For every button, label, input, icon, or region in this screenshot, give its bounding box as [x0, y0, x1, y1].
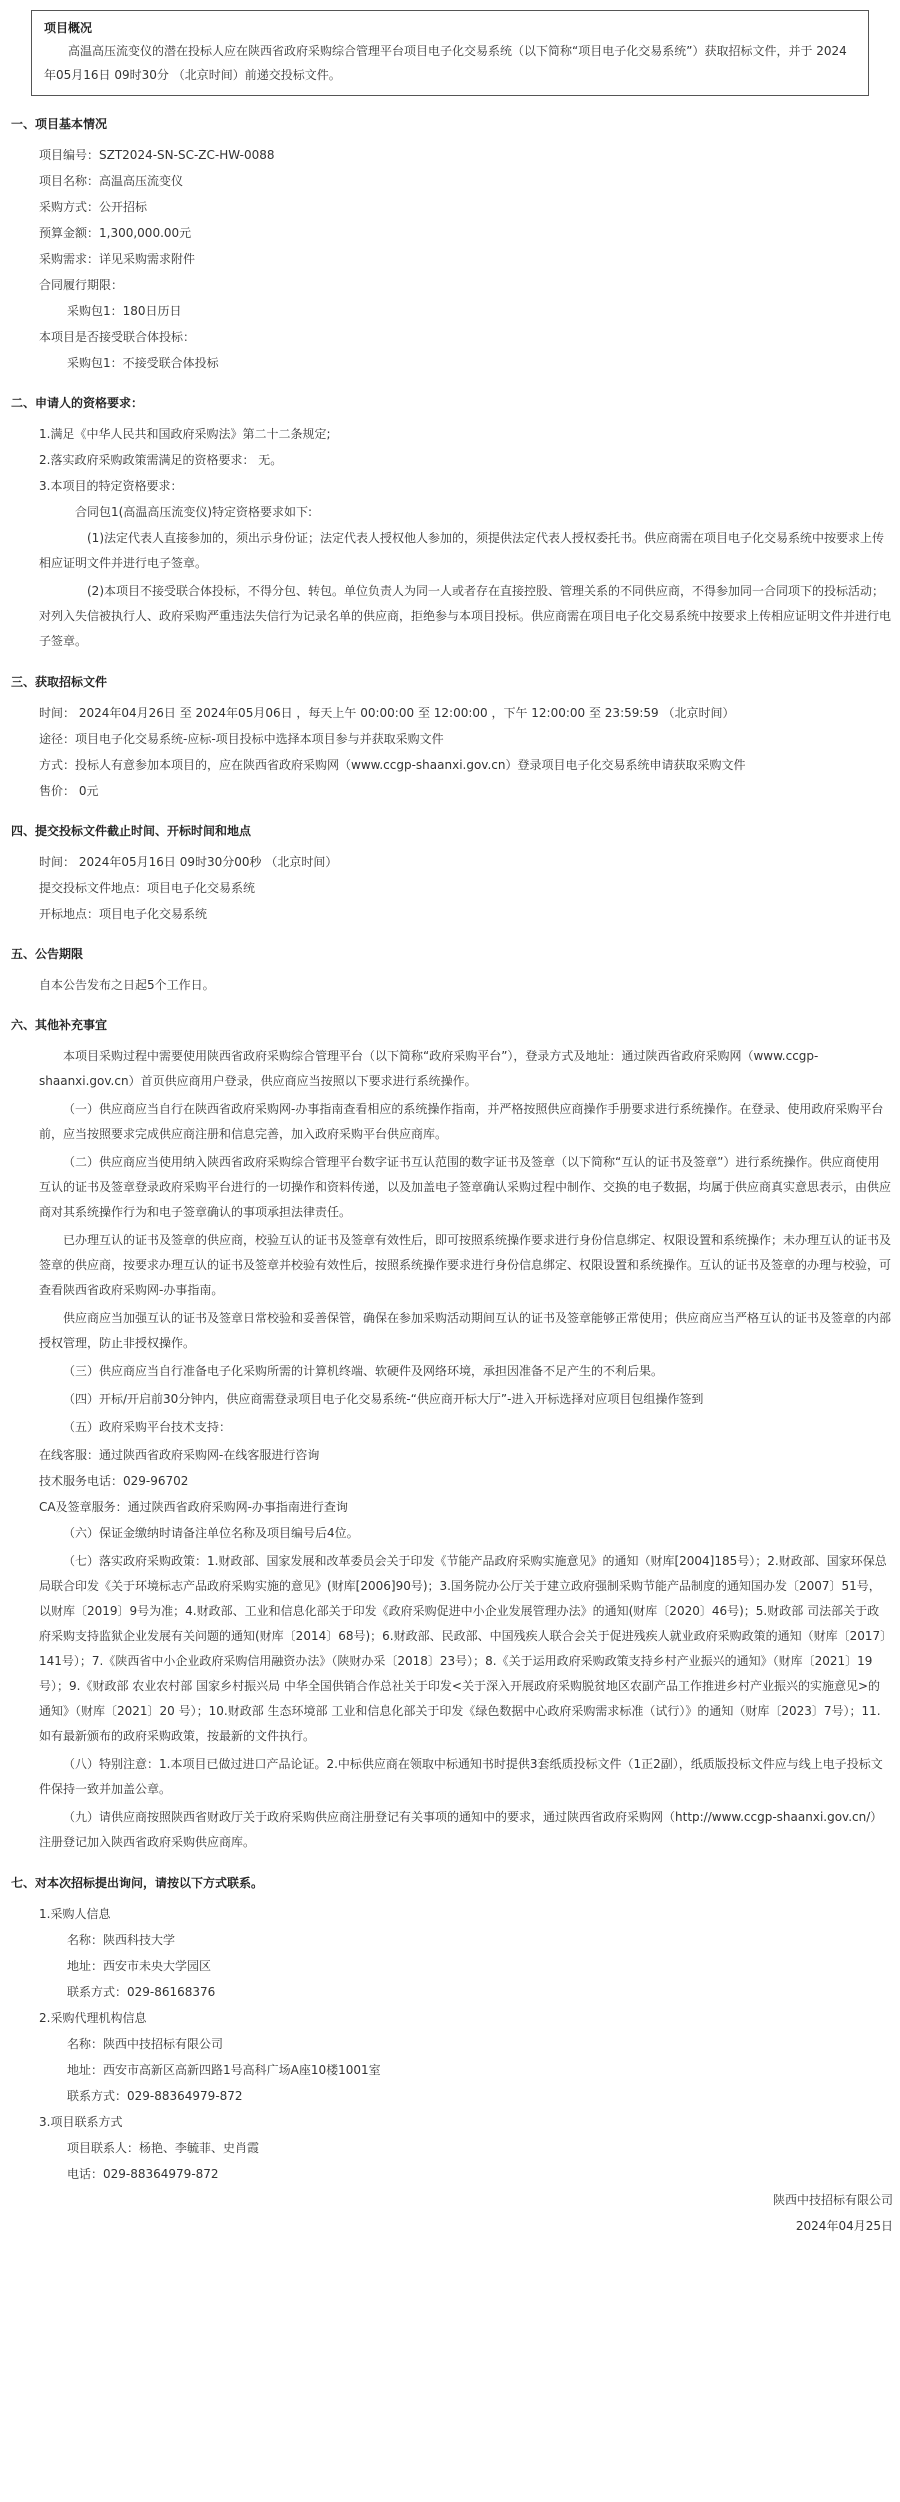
project-number: 项目编号：SZT2024-SN-SC-ZC-HW-0088	[39, 148, 275, 162]
obtain-time: 时间： 2024年04月26日 至 2024年05月06日 ，每天上午 00:00:00 至 12:00:00 ，下午 12:00:00 至 23:59:59 （北京时间）	[39, 706, 735, 720]
obtain-method: 方式：投标人有意参加本项目的，应在陕西省政府采购网（www.ccgp-shaanxi.gov.cn）登录项目电子化交易系统申请获取采购文件	[39, 758, 746, 772]
purchaser-phone: 联系方式：029-86168376	[67, 1985, 216, 1999]
deadline-time: 时间： 2024年05月16日 09时30分00秒 （北京时间）	[39, 855, 338, 869]
support-phone: 技术服务电话：029-96702	[39, 1474, 189, 1488]
project-name: 项目名称：高温高压流变仪	[39, 174, 184, 188]
support-ca: CA及签章服务：通过陕西省政府采购网-办事指南进行查询	[39, 1500, 348, 1514]
other-paragraph: （六）保证金缴纳时请备注单位名称及项目编号后4位。	[63, 1526, 359, 1540]
obtain-price: 售价： 0元	[39, 784, 99, 798]
other-paragraph: （九）请供应商按照陕西省财政厅关于政府采购供应商注册登记有关事项的通知中的要求，通过陕西省政府采购网（http://www.ccgp-shaanxi.gov.cn/）注册登记加入陕西省政府采购供应商库。	[39, 1810, 883, 1849]
other-paragraph: （一）供应商应当自行在陕西省政府采购网-办事指南查看相应的系统操作指南，并严格按照供应商操作手册要求进行系统操作。在登录、使用政府采购平台前，应当按照要求完成供应商注册和信息完善，加入政府采购平台供应商库。	[39, 1102, 884, 1141]
qualification-paragraph: (2)本项目不接受联合体投标，不得分包、转包。单位负责人为同一人或者存在直接控股、管理关系的不同供应商，不得参加同一合同项下的投标活动；对列入失信被执行人、政府采购严重违法失信行为记录名单的供应商，拒绝参与本项目投标。供应商需在项目电子化交易系统中按要求上传相应证明文件并进行电子签章。	[39, 584, 892, 648]
agency-address: 地址：西安市高新区高新四路1号高科广场A座10楼1001室	[67, 2063, 381, 2077]
purchaser-address: 地址：西安市未央大学园区	[67, 1959, 212, 1973]
signature-block	[9, 2188, 893, 2238]
other-paragraph: （四）开标/开启前30分钟内，供应商需登录项目电子化交易系统-“供应商开标大厅”-进入开标选择对应项目包组操作签到	[63, 1392, 704, 1406]
qualification-item: 合同包1(高温高压流变仪)特定资格要求如下:	[75, 505, 313, 519]
consortium-label: 本项目是否接受联合体投标：	[39, 330, 196, 344]
section-notice-period	[9, 943, 891, 997]
other-paragraph: 已办理互认的证书及签章的供应商，校验互认的证书及签章有效性后，即可按照系统操作要求进行身份信息绑定、权限设置和系统操作；未办理互认的证书及签章的供应商，按要求办理互认的证书及签章并校验有效性后，按照系统操作要求进行身份信息绑定、权限设置和系统操作。互认的证书及签章的办理与校验，可查看陕西省政府采购网-办事指南。	[39, 1233, 892, 1297]
contact-persons: 项目联系人：杨艳、李毓菲、史肖霞	[67, 2141, 260, 2155]
contract-period-value: 采购包1：180日历日	[67, 304, 182, 318]
section-deadline	[9, 820, 891, 926]
other-paragraph: （五）政府采购平台技术支持：	[63, 1420, 232, 1434]
other-paragraph: 本项目采购过程中需要使用陕西省政府采购综合管理平台（以下简称“政府采购平台”），登录方式及地址：通过陕西省政府采购网（www.ccgp-shaanxi.gov.cn）首页供应商用户登录，供应商应当按照以下要求进行系统操作。	[39, 1049, 819, 1088]
other-paragraph: （八）特别注意：1.本项目已做过进口产品论证。2.中标供应商在领取中标通知书时提供3套纸质投标文件（1正2副），纸质版投标文件应与线上电子投标文件保持一致并加盖公章。	[39, 1757, 883, 1796]
section-contact	[9, 1872, 891, 2186]
other-paragraph: 供应商应当加强互认的证书及签章日常校验和妥善保管，确保在参加采购活动期间互认的证书及签章能够正常使用；供应商应当严格互认的证书及签章的内部授权管理，防止非授权操作。	[39, 1311, 892, 1350]
section-heading: 七、对本次招标提出询问，请按以下方式联系。	[11, 1876, 264, 1890]
signature-org: 陕西中技招标有限公司	[772, 2193, 893, 2207]
section-heading: 四、提交投标文件截止时间、开标时间和地点	[11, 824, 252, 838]
qualification-item: 1.满足《中华人民共和国政府采购法》第二十二条规定;	[39, 427, 331, 441]
other-paragraph: （七）落实政府采购政策：1.财政部、国家发展和改革委员会关于印发《节能产品政府采购实施意见》的通知（财库[2004]185号）；2.财政部、国家环保总局联合印发《关于环境标志产品政府采购实施的意见》(财库[2006]90号)；3.国务院办公厅关于建立政府强制采购节能产品制度的通知国办发〔2007〕51号，以财库〔2019〕9号为准；4.财政部、工业和信息化部关于印发《政府采购促进中小企业发展管理办法》的通知(财库〔2020〕46号)；5.财政部 司法部关于政府采购支持监狱企业发展有关问题的通知(财库〔2014〕68号)；6.财政部、民政部、中国残疾人联合会关于促进残疾人就业政府采购政策的通知（财库〔2017〕141号）；7.《陕西省中小企业政府采购信用融资办法》（陕财办采〔2018〕23号）；8.《关于运用政府采购政策支持乡村产业振兴的通知》（财库〔2021〕19号）；9.《财政部 农业农村部 国家乡村振兴局 中华全国供销合作总社关于印发<关于深入开展政府采购脱贫地区农副产品工作推进乡村产业振兴的实施意见>的通知》（财库〔2021〕20 号）；10.财政部 生态环境部 工业和信息化部关于印发《绿色数据中心政府采购需求标准（试行）》的通知（财库〔2023〕7号）；11.如有最新颁布的政府采购政策，按最新的文件执行。	[39, 1554, 887, 1743]
overview-box	[31, 10, 869, 96]
support-online: 在线客服：通过陕西省政府采购网-在线客服进行咨询	[39, 1448, 320, 1462]
contract-period-label: 合同履行期限：	[39, 278, 124, 292]
section-basic-info	[9, 113, 891, 375]
overview-title: 项目概况	[44, 21, 93, 35]
section-heading: 六、其他补充事宜	[11, 1018, 108, 1032]
section-heading: 五、公告期限	[11, 947, 84, 961]
agency-name: 名称：陕西中技招标有限公司	[67, 2037, 224, 2051]
section-heading: 二、申请人的资格要求：	[11, 396, 144, 410]
section-obtain-documents	[9, 671, 891, 803]
section-qualification	[9, 392, 891, 654]
qualification-paragraph: (1)法定代表人直接参加的，须出示身份证；法定代表人授权他人参加的，须提供法定代表人授权委托书。供应商需在项目电子化交易系统中按要求上传相应证明文件并进行电子签章。	[39, 531, 885, 570]
purchaser-title: 1.采购人信息	[39, 1907, 111, 1921]
other-paragraph: （二）供应商应当使用纳入陕西省政府采购综合管理平台数字证书互认范围的数字证书及签章（以下简称“互认的证书及签章”）进行系统操作。供应商使用互认的证书及签章登录政府采购平台进行的一切操作和资料传递，以及加盖电子签章确认采购过程中制作、交换的电子数据，均属于供应商真实意思表示，由供应商对其系统操作行为和电子签章确认的事项承担法律责任。	[39, 1155, 892, 1219]
submission-place: 提交投标文件地点：项目电子化交易系统	[39, 881, 256, 895]
consortium-value: 采购包1：不接受联合体投标	[67, 356, 219, 370]
obtain-channel: 途径：项目电子化交易系统-应标-项目投标中选择本项目参与并获取采购文件	[39, 732, 444, 746]
qualification-item: 3.本项目的特定资格要求：	[39, 479, 183, 493]
agency-phone: 联系方式：029-88364979-872	[67, 2089, 243, 2103]
procurement-requirement: 采购需求：详见采购需求附件	[39, 252, 196, 266]
overview-text: 高温高压流变仪的潜在投标人应在陕西省政府采购综合管理平台项目电子化交易系统（以下简称“项目电子化交易系统”）获取招标文件，并于 2024年05月16日 09时30分 （北京时间）前递交投标文件。	[44, 44, 847, 82]
section-heading: 三、获取招标文件	[11, 675, 108, 689]
contact-phone: 电话：029-88364979-872	[67, 2167, 219, 2181]
purchaser-name: 名称：陕西科技大学	[67, 1933, 176, 1947]
section-other-matters	[9, 1014, 891, 1855]
agency-title: 2.采购代理机构信息	[39, 2011, 147, 2025]
qualification-item: 2.落实政府采购政策需满足的资格要求： 无。	[39, 453, 283, 467]
procurement-method: 采购方式：公开招标	[39, 200, 148, 214]
notice-period-text: 自本公告发布之日起5个工作日。	[39, 978, 215, 992]
other-paragraph: （三）供应商应当自行准备电子化采购所需的计算机终端、软硬件及网络环境，承担因准备不足产生的不利后果。	[63, 1364, 664, 1378]
budget-amount: 预算金额：1,300,000.00元	[39, 226, 192, 240]
opening-place: 开标地点：项目电子化交易系统	[39, 907, 208, 921]
contact-title: 3.项目联系方式	[39, 2115, 123, 2129]
section-heading: 一、项目基本情况	[11, 117, 108, 131]
signature-date: 2024年04月25日	[795, 2219, 893, 2233]
